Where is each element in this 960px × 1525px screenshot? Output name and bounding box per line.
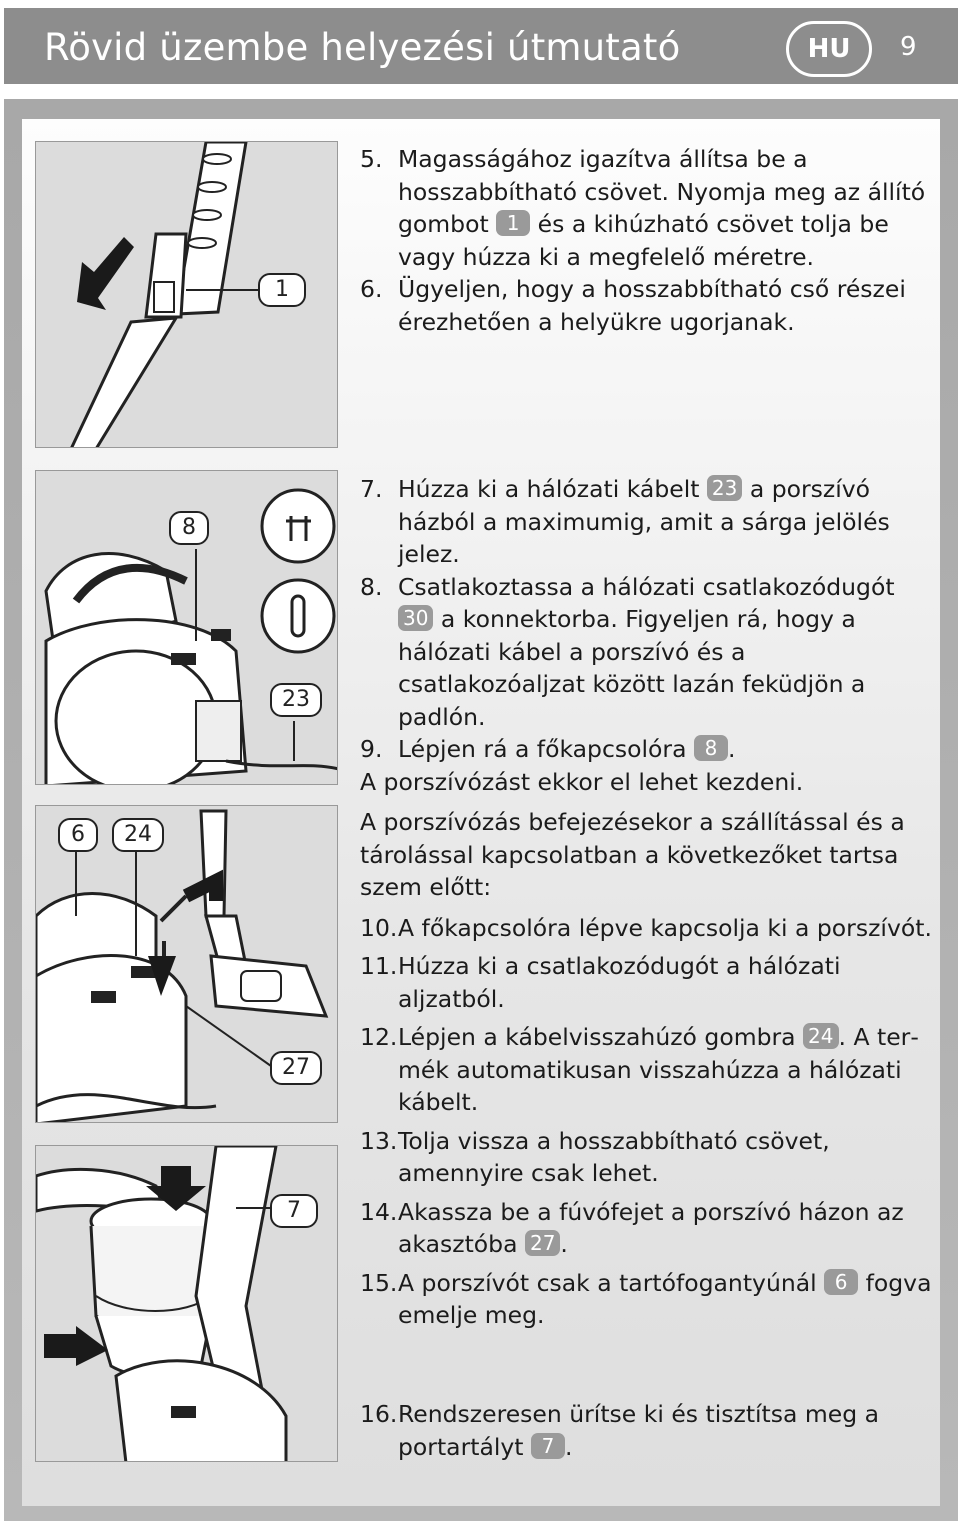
step-6: 6. Ügyeljen, hogy a hosszabbítható cső részei érezhetően a helyükre ugorjanak. — [360, 275, 906, 336]
step-14: 14. Akassza be a fúvófejet a porszívó házon az akasztóba 27 . — [360, 1197, 904, 1258]
step-15: 15. A porszívót csak a tartófogantyúnál 6 fogva emelje meg. — [360, 1268, 932, 1329]
ref-badge-24: 24 — [803, 1023, 838, 1049]
start-note: A porszívózást ekkor el lehet kezdeni. — [360, 767, 804, 796]
instructions-section-1 — [360, 143, 935, 338]
step-11: 11. Húzza ki a csatlakozódugót a hálózati aljzatból. — [360, 952, 841, 1013]
ref-badge-6: 6 — [824, 1269, 858, 1295]
ref-badge-27: 27 — [525, 1230, 560, 1256]
instructions-section-4 — [360, 1398, 935, 1463]
step-8: 8. Csatlakoztassa a hálózati csatlakozódugót 30 a konnektorba. Figyeljen rá, hogy a hálózati kábel a porszívó és a csatlakozóaljzat között lazán feküdjön a padlón. — [360, 572, 895, 731]
page-number: 9 — [900, 32, 917, 62]
step-13: 13. Tolja vissza a hosszabbítható csövet, amennyire csak lehet. — [360, 1126, 830, 1187]
illustration-telescopic-tube — [35, 141, 338, 448]
callout-8: 8 — [169, 511, 209, 545]
ref-badge-30: 30 — [398, 605, 433, 631]
step-9: 9. Lépjen rá a főkapcsolóra 8 . — [360, 735, 736, 763]
step-10: 10. A főkapcsolóra lépve kapcsolja ki a porszívót. — [360, 913, 932, 942]
step-12: 12. Lépjen a kábelvisszahúzó gombra 24 . A termék automatikusan visszahúzza a hálózati kábelt. — [360, 1023, 919, 1116]
illustration-storage — [35, 805, 338, 1123]
step-7: 7. Húzza ki a hálózati kábelt 23 a porszívó házból a maximumig, amit a sárga jelölés jelez. — [360, 475, 890, 568]
instructions-section-2 — [360, 473, 935, 798]
storage-intro: A porszívózás befejezésekor a szállítással és a tárolással kapcsolatban a következőket tartsa szem előtt: — [360, 808, 905, 901]
ref-badge-7: 7 — [531, 1433, 565, 1459]
callout-23: 23 — [270, 683, 322, 717]
callout-7: 7 — [270, 1194, 318, 1228]
step-16: 16. Rendszeresen ürítse ki és tisztítsa meg a portartályt 7 . — [360, 1400, 880, 1461]
callout-6: 6 — [58, 818, 98, 852]
ref-badge-1: 1 — [496, 210, 530, 236]
illustration-dust-container — [35, 1145, 338, 1462]
ref-badge-8: 8 — [694, 735, 728, 761]
page-title: Rövid üzembe helyezési útmutató — [44, 26, 681, 69]
instructions-section-3 — [360, 806, 935, 1332]
step-5: 5. Magasságához igazítva állítsa be a hosszabbítható csövet. Nyomja meg az állító gombot 1 és a kihúzható csövet tolja be vagy húzza ki a megfelelő méretre. — [360, 145, 926, 271]
page-header — [4, 8, 958, 84]
callout-27: 27 — [270, 1051, 322, 1085]
illustration-power-cord — [35, 470, 338, 785]
language-badge: HU — [786, 21, 872, 77]
callout-1: 1 — [258, 273, 306, 307]
ref-badge-23: 23 — [707, 475, 742, 501]
callout-24: 24 — [112, 818, 164, 852]
